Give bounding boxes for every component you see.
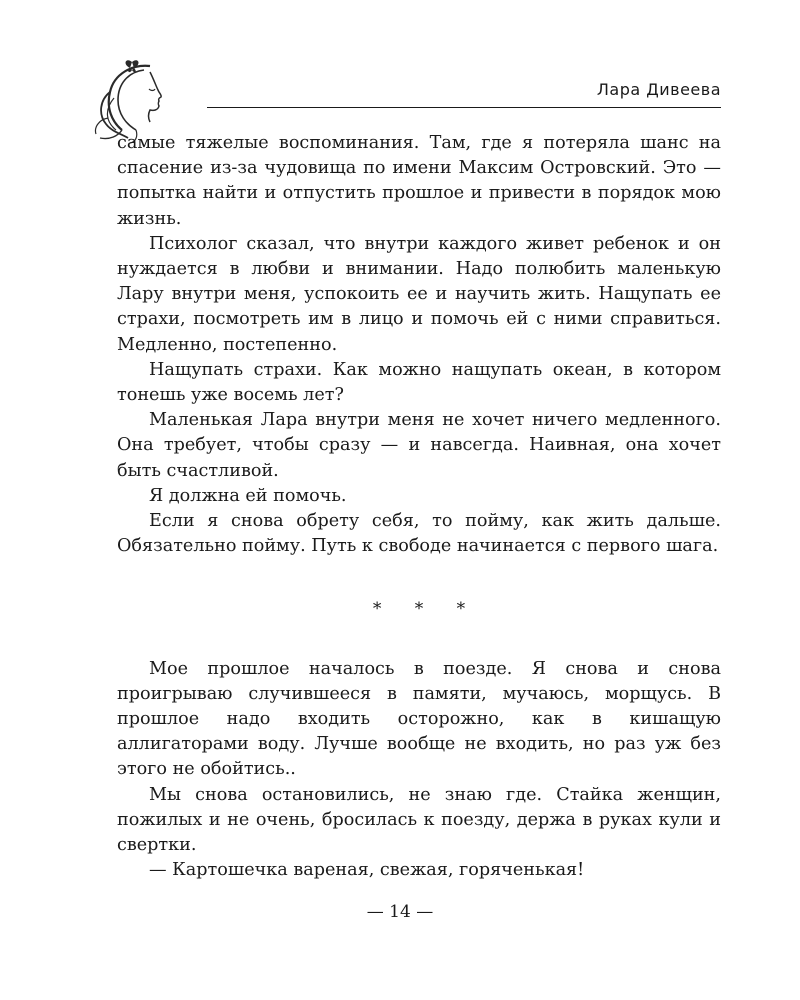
paragraph: — Картошечка вареная, свежая, горяченькая! [149, 860, 585, 881]
page-number: — 14 — [366, 902, 434, 922]
header-rule [207, 107, 721, 108]
paragraph: Мое прошлое началось в поезде. Я снова и снова проигрываю случившееся в памяти, мучаюсь, морщусь. В прошлое надо входить осторожно, как в кишащую аллигаторами воду. Лучше вообще не входить, но раз уж без этого не обойтись.. [117, 658, 721, 780]
paragraph: самые тяжелые воспоминания. Там, где я потеряла шанс на спасение из-за чудовища по имени Максим Островский. Это — попытка найти и отпустить прошлое и привести в порядок мою жизнь. [117, 133, 721, 229]
running-header-author: Лара Дивеева [596, 80, 721, 99]
paragraph: Мы снова остановились, не знаю где. Стайка женщин, пожилых и не очень, бросилась к поезду, держа в руках кули и свертки. [117, 784, 721, 856]
paragraph: Если я снова обрету себя, то пойму, как жить дальше. Обязательно пойму. Путь к свободе начинается с первого шага. [117, 511, 721, 557]
paragraph: Нащупать страхи. Как можно нащупать океан, в котором тонешь уже восемь лет? [117, 359, 721, 406]
section-separator: * * * [372, 599, 480, 620]
paragraph: Маленькая Лара внутри меня не хочет ничего медленного. Она требует, чтобы сразу — и навсегда. Наивная, она хочет быть счастливой. [117, 410, 721, 481]
paragraph: Психолог сказал, что внутри каждого живет ребенок и он нуждается в любви и внимании. Надо полюбить маленькую Лару внутри меня, успокоить ее и научить жить. Нащупать ее страхи, посмотреть им в лицо и помочь ей с ними справиться. Медленно, постепенно. [117, 233, 721, 355]
paragraph: Я должна ей помочь. [149, 485, 347, 506]
page-body [117, 131, 721, 883]
